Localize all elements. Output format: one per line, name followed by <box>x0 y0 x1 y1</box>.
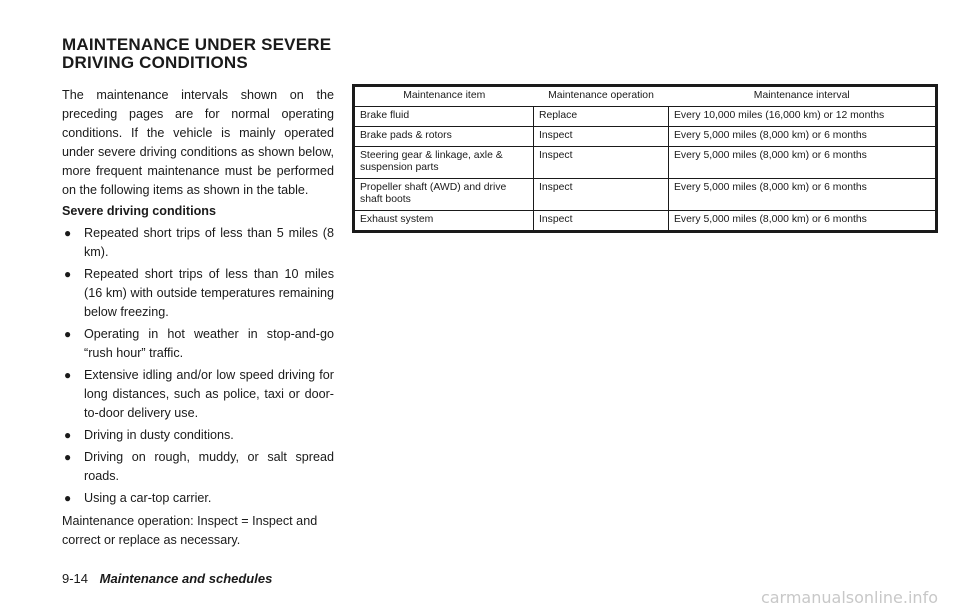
bullet-icon: ● <box>64 491 72 505</box>
cell-item: Steering gear & linkage, axle & suspension parts <box>354 147 534 179</box>
list-item: ● Driving in dusty conditions. <box>62 426 334 445</box>
page-number: 9-14 <box>62 571 89 586</box>
cell-interval: Every 5,000 miles (8,000 km) or 6 months <box>669 147 937 179</box>
list-item: ● Using a car-top carrier. <box>62 489 334 508</box>
list-item: ● Extensive idling and/or low speed driving for long distances, such as police, taxi or door-to-door delivery use. <box>64 368 334 420</box>
section-title: Maintenance and schedules <box>99 571 273 586</box>
list-item: ● Repeated short trips of less than 5 miles (8 km). <box>64 226 334 259</box>
table-row <box>354 211 937 232</box>
watermark-text: carmanualsonline.info <box>760 588 938 607</box>
cell-operation: Inspect <box>534 147 669 179</box>
list-item: ● Driving on rough, muddy, or salt spread roads. <box>64 450 334 483</box>
cell-operation: Inspect <box>534 179 669 211</box>
header-maintenance-operation: Maintenance operation <box>534 86 669 107</box>
bullet-icon: ● <box>64 327 72 341</box>
header-maintenance-item: Maintenance item <box>354 86 534 107</box>
conditions-list <box>62 224 334 508</box>
page-title-line-2: DRIVING CONDITIONS <box>62 53 248 72</box>
cell-interval: Every 5,000 miles (8,000 km) or 6 months <box>669 211 937 232</box>
list-item: ● Operating in hot weather in stop-and-go “rush hour” traffic. <box>64 327 334 360</box>
cell-item: Brake fluid <box>354 107 534 127</box>
table-row <box>354 107 937 127</box>
page-footer <box>62 571 272 586</box>
bullet-icon: ● <box>64 267 72 281</box>
maintenance-operation-note: Maintenance operation: Inspect = Inspect and correct or replace as necessary. <box>62 514 318 547</box>
maintenance-table <box>352 84 938 233</box>
header-maintenance-interval: Maintenance interval <box>669 86 937 107</box>
bullet-icon: ● <box>64 226 72 240</box>
bullet-icon: ● <box>64 450 72 464</box>
cell-item: Brake pads & rotors <box>354 127 534 147</box>
bullet-icon: ● <box>64 368 72 382</box>
cell-interval: Every 5,000 miles (8,000 km) or 6 months <box>669 127 937 147</box>
cell-item: Exhaust system <box>354 211 534 232</box>
list-item: ● Repeated short trips of less than 10 miles (16 km) with outside temperatures remaining below freezing. <box>64 267 334 319</box>
cell-operation: Replace <box>534 107 669 127</box>
body-text-column <box>62 86 334 550</box>
cell-interval: Every 10,000 miles (16,000 km) or 12 months <box>669 107 937 127</box>
cell-interval: Every 5,000 miles (8,000 km) or 6 months <box>669 179 937 211</box>
bullet-icon: ● <box>64 428 72 442</box>
cell-operation: Inspect <box>534 127 669 147</box>
page-title <box>62 36 382 72</box>
cell-operation: Inspect <box>534 211 669 232</box>
table-row <box>354 127 937 147</box>
cell-item: Propeller shaft (AWD) and drive shaft boots <box>354 179 534 211</box>
table-row <box>354 179 937 211</box>
intro-paragraph: The maintenance intervals shown on the preceding pages are for normal operating conditions. If the vehicle is mainly operated under severe driving conditions as shown below, more frequent maintenance must be performed on the following items as shown in the table. <box>62 88 334 197</box>
page-title-line-1: MAINTENANCE UNDER SEVERE <box>62 35 332 54</box>
severe-conditions-heading: Severe driving conditions <box>62 204 216 218</box>
table-header-row <box>354 86 937 107</box>
table-row <box>354 147 937 179</box>
